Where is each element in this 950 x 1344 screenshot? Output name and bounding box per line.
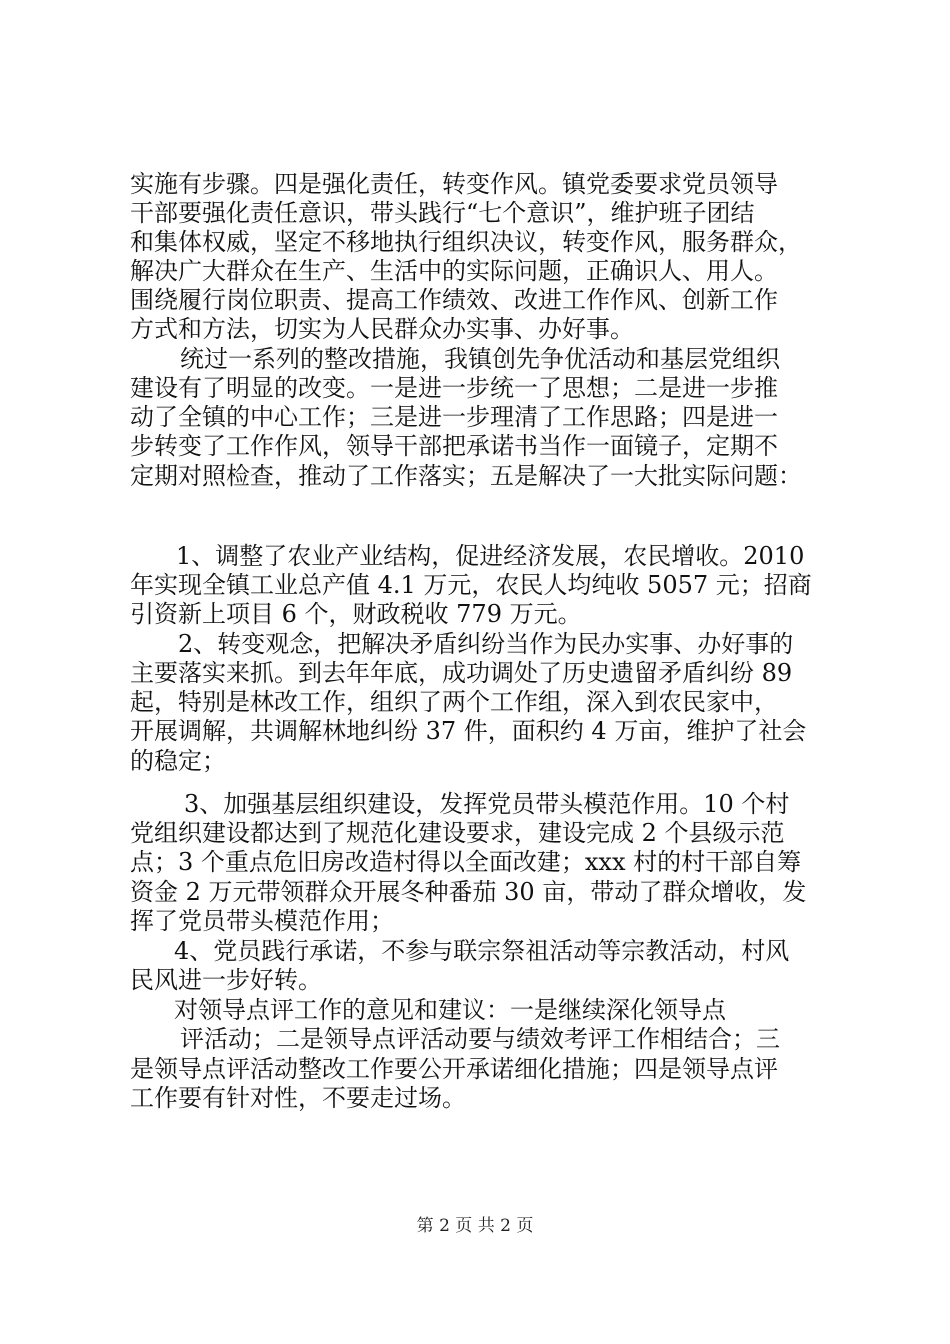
text-line: 的稳定； xyxy=(130,747,226,775)
text-line: 引资新上项目 6 个，财政税收 779 万元。 xyxy=(130,600,582,628)
text-line: 4、党员践行承诺，不参与联宗祭祖活动等宗教活动，村风 xyxy=(174,937,790,965)
text-line: 挥了党员带头模范作用； xyxy=(130,907,394,935)
text-line: 动了全镇的中心工作；三是进一步理清了工作思路；四是进一 xyxy=(130,403,778,431)
text-line: 步转变了工作作风，领导干部把承诺书当作一面镜子，定期不 xyxy=(130,432,778,460)
text-line: 建设有了明显的改变。一是进一步统一了思想；二是进一步推 xyxy=(130,374,778,402)
text-line: 对领导点评工作的意见和建议：一是继续深化领导点 xyxy=(174,996,726,1024)
text-line: 2、转变观念，把解决矛盾纠纷当作为民办实事、办好事的 xyxy=(178,630,794,658)
text-line: 和集体权威，坚定不移地执行组织决议，转变作风，服务群众， xyxy=(130,228,802,256)
text-line: 干部要强化责任意识，带头践行“七个意识”，维护班子团结 xyxy=(130,199,755,227)
text-line: 年实现全镇工业总产值 4.1 万元，农民人均纯收 5057 元；招商 xyxy=(130,571,812,599)
text-line: 方式和方法，切实为人民群众办实事、办好事。 xyxy=(130,315,634,343)
text-line: 解决广大群众在生产、生活中的实际问题，正确识人、用人。 xyxy=(130,257,778,285)
text-line: 围绕履行岗位职责、提高工作绩效、改进工作作风、创新工作 xyxy=(130,286,778,314)
text-line: 统过一系列的整改措施，我镇创先争优活动和基层党组织 xyxy=(180,345,780,373)
text-line: 起，特别是林改工作，组织了两个工作组，深入到农民家中， xyxy=(130,688,778,716)
text-line: 主要落实来抓。到去年年底，成功调处了历史遗留矛盾纠纷 89 xyxy=(130,659,793,687)
text-line: 评活动；二是领导点评活动要与绩效考评工作相结合；三 xyxy=(180,1025,780,1053)
text-line: 党组织建设都达到了规范化建设要求，建设完成 2 个县级示范 xyxy=(130,819,785,847)
text-line: 工作要有针对性，不要走过场。 xyxy=(130,1084,466,1112)
page-footer: 第 2 页 共 2 页 xyxy=(416,1216,534,1236)
text-line: 1、调整了农业产业结构，促进经济发展，农民增收。2010 xyxy=(176,542,805,570)
text-line: 3、加强基层组织建设，发挥党员带头模范作用。10 个村 xyxy=(184,790,790,818)
text-line: 是领导点评活动整改工作要公开承诺细化措施；四是领导点评 xyxy=(130,1055,778,1083)
text-line: 民风进一步好转。 xyxy=(130,966,322,994)
text-line: 开展调解，共调解林地纠纷 37 件，面积约 4 万亩，维护了社会 xyxy=(130,717,807,745)
text-line: 实施有步骤。四是强化责任，转变作风。镇党委要求党员领导 xyxy=(130,170,778,198)
text-line: 资金 2 万元带领群众开展冬种番茄 30 亩，带动了群众增收，发 xyxy=(130,878,807,906)
text-line: 点；3 个重点危旧房改造村得以全面改建；xxx 村的村干部自筹 xyxy=(130,848,802,876)
text-line: 定期对照检查，推动了工作落实；五是解决了一大批实际问题： xyxy=(130,462,802,490)
